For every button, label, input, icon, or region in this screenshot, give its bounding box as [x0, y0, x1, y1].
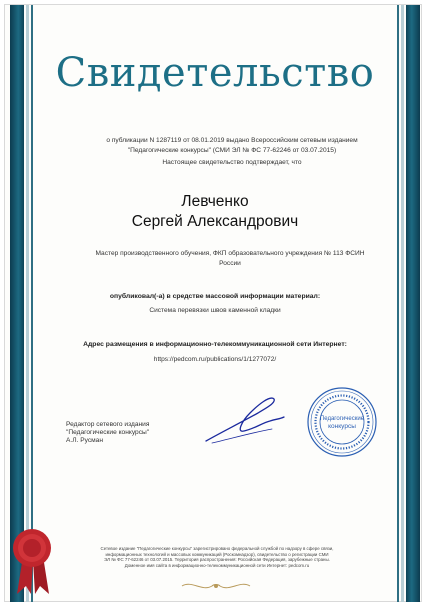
certificate-title: Свидетельство [55, 50, 375, 96]
stamp-text: конкурсы [328, 423, 356, 430]
round-stamp-icon [306, 386, 378, 458]
intro-line: "Педагогические конкурсы" (СМИ ЭЛ № ФС 77-62246 от 03.07.2015) [127, 146, 337, 154]
footer-line: информационных технологий и массовых коммуникаций (Роскомнадзор), свидетельство о регистрации СМИ [105, 551, 329, 557]
recipient-surname: Левченко [181, 193, 249, 210]
footer-line: Доменное имя сайта в информационно-телекоммуникационной сети Интернет: pedcom.ru [124, 563, 310, 569]
editor-line: "Педагогические конкурсы" [66, 428, 150, 436]
signature-icon [200, 393, 290, 453]
left-border-line [26, 5, 29, 602]
material-title: Система перевязки швов каменной кладки [149, 307, 281, 314]
stamp-text: Педагогические [319, 416, 365, 422]
footer-legal-text [72, 546, 362, 569]
right-border-thin-line [397, 5, 399, 602]
left-border-band [10, 5, 24, 602]
position-line: России [219, 259, 241, 267]
editor-name: А.Л. Русман [66, 436, 103, 444]
confirmation-text: Настоящее свидетельство подтверждает, что [162, 159, 302, 166]
left-border-thin-line [31, 5, 33, 602]
recipient-position [70, 249, 390, 268]
address-heading: Адрес размещения в информационно-телекоммуникационной сети Интернет: [83, 341, 347, 348]
wax-seal-icon [9, 526, 55, 596]
intro-line: о публикации N 1287119 от 08.01.2019 выдано Всероссийским сетевым изданием [106, 137, 358, 144]
publication-intro [72, 136, 392, 155]
editor-block [66, 421, 206, 444]
position-line: Мастер производственного обучения, ФКП образовательного учреждения № 113 ФСИН [95, 250, 365, 257]
right-border-line [401, 5, 404, 602]
publication-url: https://pedcom.ru/publications/1/1277072/ [153, 356, 277, 363]
footer-line: Сетевое издание "Педагогические конкурсы" зарегистрировано федеральной службой по надзору в сфере связи, [100, 546, 334, 551]
right-border-band [406, 5, 420, 602]
published-heading: опубликовал(-а) в средстве массовой информации материал: [109, 293, 321, 300]
footer-line: ЭЛ № ФС 77-62246 от 03.07.2015. Территория распространения: Российская Федерация, зарубежные страны. [104, 557, 330, 563]
ornament-icon [180, 579, 252, 593]
recipient-given-names: Сергей Александрович [131, 213, 299, 230]
editor-line: Редактор сетевого издания [66, 421, 150, 428]
